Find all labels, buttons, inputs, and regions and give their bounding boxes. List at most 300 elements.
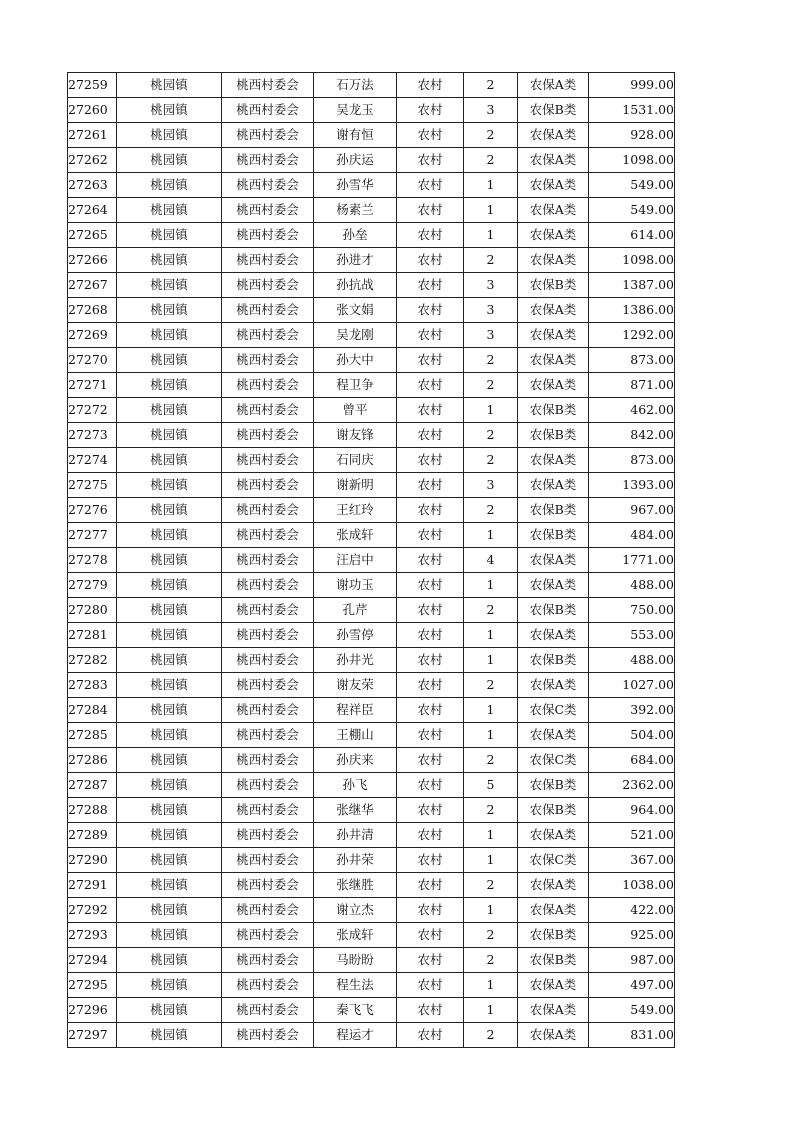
member-count-cell: 2 <box>464 748 518 773</box>
person-name-cell: 杨素兰 <box>314 198 397 223</box>
table-row <box>68 298 675 323</box>
person-name-cell: 王棚山 <box>314 723 397 748</box>
member-count-cell: 2 <box>464 148 518 173</box>
amount-cell: 484.00 <box>589 523 675 548</box>
town-cell: 桃园镇 <box>117 323 222 348</box>
insurance-category-cell: 农保A类 <box>518 373 589 398</box>
table-row <box>68 873 675 898</box>
amount-cell: 750.00 <box>589 598 675 623</box>
record-id-cell: 27275 <box>68 473 117 498</box>
amount-cell: 831.00 <box>589 1023 675 1048</box>
record-id-cell: 27289 <box>68 823 117 848</box>
village-committee-cell: 桃西村委会 <box>222 998 314 1023</box>
person-name-cell: 张成轩 <box>314 923 397 948</box>
household-type-cell: 农村 <box>397 848 464 873</box>
town-cell: 桃园镇 <box>117 223 222 248</box>
member-count-cell: 1 <box>464 573 518 598</box>
table-row <box>68 598 675 623</box>
member-count-cell: 2 <box>464 923 518 948</box>
records-table <box>67 72 675 1048</box>
person-name-cell: 曾平 <box>314 398 397 423</box>
member-count-cell: 2 <box>464 798 518 823</box>
insurance-category-cell: 农保B类 <box>518 923 589 948</box>
village-committee-cell: 桃西村委会 <box>222 923 314 948</box>
record-id-cell: 27277 <box>68 523 117 548</box>
record-id-cell: 27260 <box>68 98 117 123</box>
village-committee-cell: 桃西村委会 <box>222 723 314 748</box>
person-name-cell: 孙抗战 <box>314 273 397 298</box>
town-cell: 桃园镇 <box>117 898 222 923</box>
table-row <box>68 148 675 173</box>
insurance-category-cell: 农保A类 <box>518 548 589 573</box>
table-row <box>68 573 675 598</box>
amount-cell: 549.00 <box>589 173 675 198</box>
table-row <box>68 823 675 848</box>
amount-cell: 1027.00 <box>589 673 675 698</box>
amount-cell: 1038.00 <box>589 873 675 898</box>
record-id-cell: 27261 <box>68 123 117 148</box>
insurance-category-cell: 农保A类 <box>518 323 589 348</box>
table-row <box>68 848 675 873</box>
amount-cell: 684.00 <box>589 748 675 773</box>
insurance-category-cell: 农保A类 <box>518 198 589 223</box>
member-count-cell: 1 <box>464 823 518 848</box>
person-name-cell: 程运才 <box>314 1023 397 1048</box>
town-cell: 桃园镇 <box>117 273 222 298</box>
record-id-cell: 27278 <box>68 548 117 573</box>
household-type-cell: 农村 <box>397 1023 464 1048</box>
insurance-category-cell: 农保A类 <box>518 898 589 923</box>
insurance-category-cell: 农保A类 <box>518 723 589 748</box>
member-count-cell: 2 <box>464 448 518 473</box>
household-type-cell: 农村 <box>397 323 464 348</box>
village-committee-cell: 桃西村委会 <box>222 473 314 498</box>
table-row <box>68 523 675 548</box>
insurance-category-cell: 农保C类 <box>518 748 589 773</box>
town-cell: 桃园镇 <box>117 573 222 598</box>
member-count-cell: 1 <box>464 523 518 548</box>
person-name-cell: 石同庆 <box>314 448 397 473</box>
table-row <box>68 373 675 398</box>
person-name-cell: 张文娟 <box>314 298 397 323</box>
town-cell: 桃园镇 <box>117 923 222 948</box>
table-row <box>68 248 675 273</box>
member-count-cell: 1 <box>464 223 518 248</box>
record-id-cell: 27272 <box>68 398 117 423</box>
amount-cell: 521.00 <box>589 823 675 848</box>
insurance-category-cell: 农保B类 <box>518 798 589 823</box>
insurance-category-cell: 农保B类 <box>518 423 589 448</box>
person-name-cell: 谢有恒 <box>314 123 397 148</box>
member-count-cell: 1 <box>464 648 518 673</box>
amount-cell: 967.00 <box>589 498 675 523</box>
village-committee-cell: 桃西村委会 <box>222 698 314 723</box>
household-type-cell: 农村 <box>397 173 464 198</box>
village-committee-cell: 桃西村委会 <box>222 373 314 398</box>
member-count-cell: 3 <box>464 473 518 498</box>
amount-cell: 873.00 <box>589 348 675 373</box>
person-name-cell: 汪启中 <box>314 548 397 573</box>
record-id-cell: 27279 <box>68 573 117 598</box>
village-committee-cell: 桃西村委会 <box>222 123 314 148</box>
table-row <box>68 948 675 973</box>
record-id-cell: 27276 <box>68 498 117 523</box>
village-committee-cell: 桃西村委会 <box>222 898 314 923</box>
town-cell: 桃园镇 <box>117 773 222 798</box>
amount-cell: 1393.00 <box>589 473 675 498</box>
person-name-cell: 谢功玉 <box>314 573 397 598</box>
household-type-cell: 农村 <box>397 498 464 523</box>
record-id-cell: 27297 <box>68 1023 117 1048</box>
person-name-cell: 孙庆运 <box>314 148 397 173</box>
member-count-cell: 2 <box>464 123 518 148</box>
village-committee-cell: 桃西村委会 <box>222 1023 314 1048</box>
table-row <box>68 123 675 148</box>
town-cell: 桃园镇 <box>117 948 222 973</box>
table-row <box>68 198 675 223</box>
person-name-cell: 孙垒 <box>314 223 397 248</box>
village-committee-cell: 桃西村委会 <box>222 148 314 173</box>
person-name-cell: 张继华 <box>314 798 397 823</box>
record-id-cell: 27290 <box>68 848 117 873</box>
table-row <box>68 723 675 748</box>
amount-cell: 549.00 <box>589 998 675 1023</box>
table-row <box>68 673 675 698</box>
insurance-category-cell: 农保B类 <box>518 948 589 973</box>
amount-cell: 928.00 <box>589 123 675 148</box>
village-committee-cell: 桃西村委会 <box>222 198 314 223</box>
member-count-cell: 1 <box>464 173 518 198</box>
town-cell: 桃园镇 <box>117 423 222 448</box>
record-id-cell: 27294 <box>68 948 117 973</box>
member-count-cell: 2 <box>464 248 518 273</box>
table-row <box>68 448 675 473</box>
amount-cell: 1386.00 <box>589 298 675 323</box>
person-name-cell: 吴龙刚 <box>314 323 397 348</box>
insurance-category-cell: 农保A类 <box>518 298 589 323</box>
insurance-category-cell: 农保A类 <box>518 823 589 848</box>
village-committee-cell: 桃西村委会 <box>222 948 314 973</box>
person-name-cell: 孙飞 <box>314 773 397 798</box>
town-cell: 桃园镇 <box>117 973 222 998</box>
household-type-cell: 农村 <box>397 248 464 273</box>
household-type-cell: 农村 <box>397 373 464 398</box>
household-type-cell: 农村 <box>397 623 464 648</box>
insurance-category-cell: 农保A类 <box>518 673 589 698</box>
insurance-category-cell: 农保B类 <box>518 523 589 548</box>
table-row <box>68 398 675 423</box>
record-id-cell: 27295 <box>68 973 117 998</box>
person-name-cell: 谢友荣 <box>314 673 397 698</box>
household-type-cell: 农村 <box>397 473 464 498</box>
person-name-cell: 张继胜 <box>314 873 397 898</box>
village-committee-cell: 桃西村委会 <box>222 448 314 473</box>
household-type-cell: 农村 <box>397 148 464 173</box>
insurance-category-cell: 农保B类 <box>518 98 589 123</box>
table-row <box>68 423 675 448</box>
amount-cell: 1531.00 <box>589 98 675 123</box>
amount-cell: 367.00 <box>589 848 675 873</box>
insurance-category-cell: 农保B类 <box>518 273 589 298</box>
village-committee-cell: 桃西村委会 <box>222 173 314 198</box>
insurance-category-cell: 农保A类 <box>518 873 589 898</box>
table-body <box>68 73 675 1048</box>
member-count-cell: 1 <box>464 848 518 873</box>
table-row <box>68 223 675 248</box>
town-cell: 桃园镇 <box>117 398 222 423</box>
record-id-cell: 27286 <box>68 748 117 773</box>
record-id-cell: 27285 <box>68 723 117 748</box>
town-cell: 桃园镇 <box>117 798 222 823</box>
household-type-cell: 农村 <box>397 98 464 123</box>
amount-cell: 925.00 <box>589 923 675 948</box>
insurance-category-cell: 农保A类 <box>518 573 589 598</box>
member-count-cell: 1 <box>464 198 518 223</box>
record-id-cell: 27296 <box>68 998 117 1023</box>
person-name-cell: 孙大中 <box>314 348 397 373</box>
record-id-cell: 27266 <box>68 248 117 273</box>
household-type-cell: 农村 <box>397 573 464 598</box>
amount-cell: 873.00 <box>589 448 675 473</box>
village-committee-cell: 桃西村委会 <box>222 223 314 248</box>
table-row <box>68 323 675 348</box>
amount-cell: 1098.00 <box>589 248 675 273</box>
table-row <box>68 973 675 998</box>
insurance-category-cell: 农保A类 <box>518 223 589 248</box>
household-type-cell: 农村 <box>397 123 464 148</box>
insurance-category-cell: 农保A类 <box>518 998 589 1023</box>
amount-cell: 553.00 <box>589 623 675 648</box>
insurance-category-cell: 农保B类 <box>518 398 589 423</box>
town-cell: 桃园镇 <box>117 173 222 198</box>
member-count-cell: 2 <box>464 373 518 398</box>
insurance-category-cell: 农保B类 <box>518 598 589 623</box>
table-row <box>68 623 675 648</box>
household-type-cell: 农村 <box>397 898 464 923</box>
record-id-cell: 27270 <box>68 348 117 373</box>
town-cell: 桃园镇 <box>117 448 222 473</box>
person-name-cell: 谢立杰 <box>314 898 397 923</box>
household-type-cell: 农村 <box>397 598 464 623</box>
person-name-cell: 孙庆来 <box>314 748 397 773</box>
person-name-cell: 孙井清 <box>314 823 397 848</box>
record-id-cell: 27283 <box>68 673 117 698</box>
person-name-cell: 马盼盼 <box>314 948 397 973</box>
village-committee-cell: 桃西村委会 <box>222 648 314 673</box>
person-name-cell: 孔芹 <box>314 598 397 623</box>
amount-cell: 488.00 <box>589 573 675 598</box>
member-count-cell: 4 <box>464 548 518 573</box>
member-count-cell: 3 <box>464 273 518 298</box>
household-type-cell: 农村 <box>397 873 464 898</box>
household-type-cell: 农村 <box>397 273 464 298</box>
town-cell: 桃园镇 <box>117 473 222 498</box>
person-name-cell: 孙雪停 <box>314 623 397 648</box>
village-committee-cell: 桃西村委会 <box>222 673 314 698</box>
insurance-category-cell: 农保B类 <box>518 498 589 523</box>
person-name-cell: 谢新明 <box>314 473 397 498</box>
household-type-cell: 农村 <box>397 973 464 998</box>
village-committee-cell: 桃西村委会 <box>222 298 314 323</box>
town-cell: 桃园镇 <box>117 673 222 698</box>
amount-cell: 964.00 <box>589 798 675 823</box>
person-name-cell: 孙井荣 <box>314 848 397 873</box>
insurance-category-cell: 农保A类 <box>518 448 589 473</box>
village-committee-cell: 桃西村委会 <box>222 823 314 848</box>
record-id-cell: 27284 <box>68 698 117 723</box>
person-name-cell: 秦飞飞 <box>314 998 397 1023</box>
town-cell: 桃园镇 <box>117 723 222 748</box>
amount-cell: 462.00 <box>589 398 675 423</box>
record-id-cell: 27287 <box>68 773 117 798</box>
town-cell: 桃园镇 <box>117 823 222 848</box>
record-id-cell: 27292 <box>68 898 117 923</box>
town-cell: 桃园镇 <box>117 123 222 148</box>
table-row <box>68 1023 675 1048</box>
member-count-cell: 2 <box>464 948 518 973</box>
town-cell: 桃园镇 <box>117 623 222 648</box>
member-count-cell: 3 <box>464 298 518 323</box>
village-committee-cell: 桃西村委会 <box>222 98 314 123</box>
village-committee-cell: 桃西村委会 <box>222 73 314 98</box>
amount-cell: 488.00 <box>589 648 675 673</box>
table-row <box>68 773 675 798</box>
insurance-category-cell: 农保A类 <box>518 348 589 373</box>
household-type-cell: 农村 <box>397 298 464 323</box>
amount-cell: 422.00 <box>589 898 675 923</box>
amount-cell: 2362.00 <box>589 773 675 798</box>
household-type-cell: 农村 <box>397 223 464 248</box>
member-count-cell: 2 <box>464 873 518 898</box>
person-name-cell: 孙进才 <box>314 248 397 273</box>
amount-cell: 842.00 <box>589 423 675 448</box>
town-cell: 桃园镇 <box>117 148 222 173</box>
record-id-cell: 27262 <box>68 148 117 173</box>
village-committee-cell: 桃西村委会 <box>222 748 314 773</box>
town-cell: 桃园镇 <box>117 648 222 673</box>
amount-cell: 614.00 <box>589 223 675 248</box>
household-type-cell: 农村 <box>397 423 464 448</box>
record-id-cell: 27269 <box>68 323 117 348</box>
village-committee-cell: 桃西村委会 <box>222 398 314 423</box>
record-id-cell: 27274 <box>68 448 117 473</box>
table-row <box>68 273 675 298</box>
record-id-cell: 27280 <box>68 598 117 623</box>
household-type-cell: 农村 <box>397 448 464 473</box>
table-row <box>68 173 675 198</box>
person-name-cell: 张成轩 <box>314 523 397 548</box>
amount-cell: 1387.00 <box>589 273 675 298</box>
town-cell: 桃园镇 <box>117 598 222 623</box>
table-row <box>68 498 675 523</box>
town-cell: 桃园镇 <box>117 248 222 273</box>
record-id-cell: 27281 <box>68 623 117 648</box>
table-row <box>68 748 675 773</box>
town-cell: 桃园镇 <box>117 98 222 123</box>
household-type-cell: 农村 <box>397 748 464 773</box>
record-id-cell: 27267 <box>68 273 117 298</box>
insurance-category-cell: 农保A类 <box>518 473 589 498</box>
household-type-cell: 农村 <box>397 823 464 848</box>
household-type-cell: 农村 <box>397 998 464 1023</box>
record-id-cell: 27288 <box>68 798 117 823</box>
amount-cell: 1292.00 <box>589 323 675 348</box>
household-type-cell: 农村 <box>397 798 464 823</box>
household-type-cell: 农村 <box>397 723 464 748</box>
person-name-cell: 石万法 <box>314 73 397 98</box>
person-name-cell: 王红玲 <box>314 498 397 523</box>
insurance-category-cell: 农保A类 <box>518 148 589 173</box>
village-committee-cell: 桃西村委会 <box>222 498 314 523</box>
table-row <box>68 473 675 498</box>
record-id-cell: 27273 <box>68 423 117 448</box>
village-committee-cell: 桃西村委会 <box>222 973 314 998</box>
household-type-cell: 农村 <box>397 648 464 673</box>
household-type-cell: 农村 <box>397 548 464 573</box>
table-row <box>68 348 675 373</box>
member-count-cell: 3 <box>464 98 518 123</box>
record-id-cell: 27268 <box>68 298 117 323</box>
table-row <box>68 98 675 123</box>
member-count-cell: 1 <box>464 723 518 748</box>
village-committee-cell: 桃西村委会 <box>222 848 314 873</box>
member-count-cell: 1 <box>464 623 518 648</box>
village-committee-cell: 桃西村委会 <box>222 598 314 623</box>
household-type-cell: 农村 <box>397 198 464 223</box>
record-id-cell: 27271 <box>68 373 117 398</box>
insurance-category-cell: 农保A类 <box>518 73 589 98</box>
village-committee-cell: 桃西村委会 <box>222 798 314 823</box>
village-committee-cell: 桃西村委会 <box>222 248 314 273</box>
town-cell: 桃园镇 <box>117 523 222 548</box>
member-count-cell: 2 <box>464 348 518 373</box>
village-committee-cell: 桃西村委会 <box>222 523 314 548</box>
household-type-cell: 农村 <box>397 348 464 373</box>
amount-cell: 392.00 <box>589 698 675 723</box>
record-id-cell: 27265 <box>68 223 117 248</box>
table-row <box>68 923 675 948</box>
town-cell: 桃园镇 <box>117 548 222 573</box>
member-count-cell: 2 <box>464 498 518 523</box>
member-count-cell: 2 <box>464 673 518 698</box>
member-count-cell: 1 <box>464 698 518 723</box>
insurance-category-cell: 农保A类 <box>518 123 589 148</box>
household-type-cell: 农村 <box>397 523 464 548</box>
village-committee-cell: 桃西村委会 <box>222 873 314 898</box>
town-cell: 桃园镇 <box>117 698 222 723</box>
town-cell: 桃园镇 <box>117 748 222 773</box>
person-name-cell: 程生法 <box>314 973 397 998</box>
record-id-cell: 27293 <box>68 923 117 948</box>
town-cell: 桃园镇 <box>117 298 222 323</box>
household-type-cell: 农村 <box>397 698 464 723</box>
insurance-category-cell: 农保C类 <box>518 698 589 723</box>
village-committee-cell: 桃西村委会 <box>222 348 314 373</box>
amount-cell: 504.00 <box>589 723 675 748</box>
person-name-cell: 程祥臣 <box>314 698 397 723</box>
village-committee-cell: 桃西村委会 <box>222 623 314 648</box>
village-committee-cell: 桃西村委会 <box>222 773 314 798</box>
person-name-cell: 孙井光 <box>314 648 397 673</box>
town-cell: 桃园镇 <box>117 73 222 98</box>
member-count-cell: 2 <box>464 73 518 98</box>
insurance-category-cell: 农保A类 <box>518 248 589 273</box>
village-committee-cell: 桃西村委会 <box>222 423 314 448</box>
person-name-cell: 孙雪华 <box>314 173 397 198</box>
household-type-cell: 农村 <box>397 673 464 698</box>
town-cell: 桃园镇 <box>117 348 222 373</box>
member-count-cell: 1 <box>464 973 518 998</box>
